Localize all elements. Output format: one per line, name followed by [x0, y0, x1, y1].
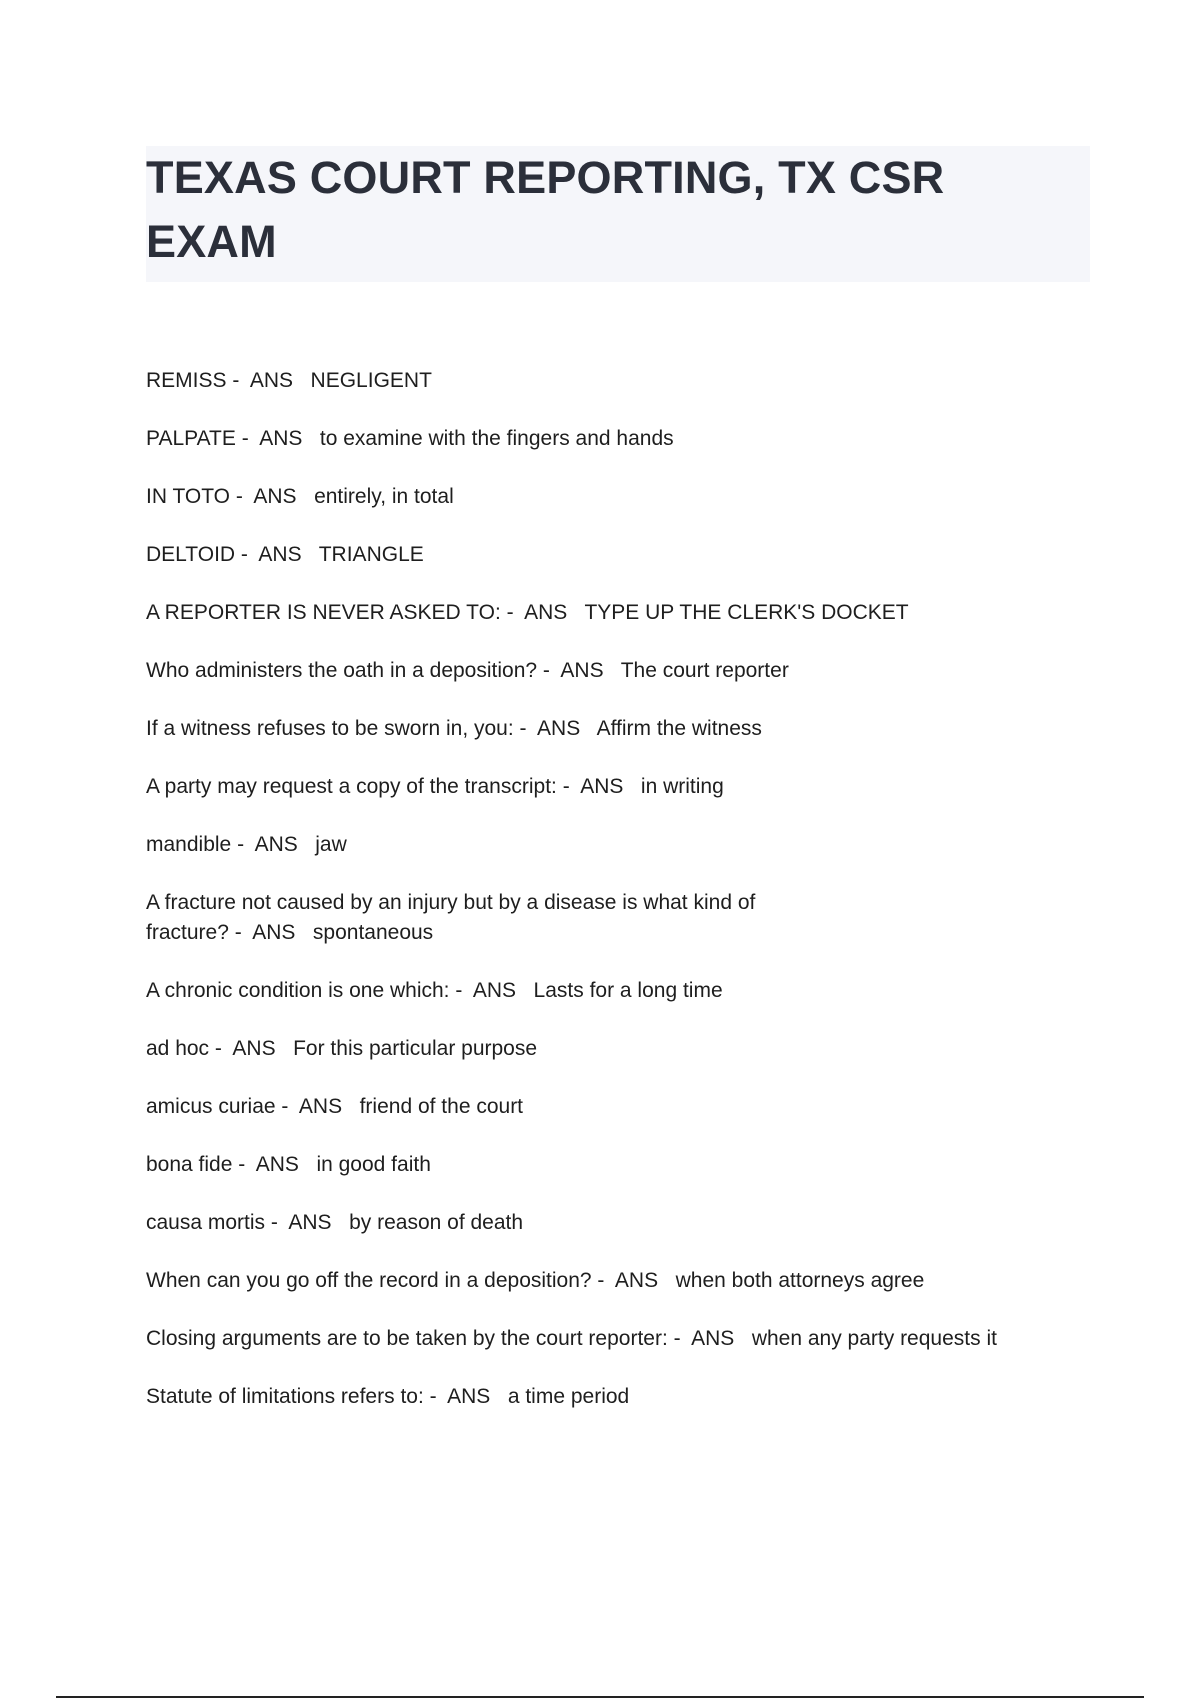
answer-text: friend of the court [359, 1095, 524, 1118]
answer-text: For this particular purpose [293, 1037, 538, 1060]
question-text: A REPORTER IS NEVER ASKED TO: [146, 601, 501, 624]
answer-text: Lasts for a long time [533, 979, 723, 1002]
answer-separator: - ANS [500, 601, 585, 624]
answer-separator: - ANS [275, 1095, 360, 1118]
answer-separator: - ANS [209, 1037, 294, 1060]
question-text: Who administers the oath in a deposition? [146, 659, 538, 682]
answer-text: in good faith [316, 1153, 431, 1176]
answer-separator: - ANS [667, 1327, 752, 1350]
answer-separator: - ANS [449, 979, 534, 1002]
answer-separator: - ANS [556, 775, 641, 798]
answer-separator: - ANS [537, 659, 621, 682]
question-text: A chronic condition is one which: [146, 979, 450, 1002]
answer-text: when both attorneys agree [675, 1269, 925, 1292]
answer-text: when any party requests it [751, 1327, 997, 1350]
question-text: amicus curiae [146, 1095, 276, 1118]
question-text: Closing arguments are to be taken by the court reporter: [146, 1327, 668, 1350]
qa-item [146, 598, 1086, 628]
answer-separator: - ANS [226, 369, 311, 392]
footer-rule [56, 1696, 1144, 1698]
answer-text: TRIANGLE [318, 543, 424, 566]
question-text: causa mortis [146, 1211, 266, 1234]
qa-item [146, 1208, 1086, 1238]
question-text: mandible [146, 833, 232, 856]
qa-list [146, 366, 1086, 1440]
qa-item [146, 540, 1086, 570]
answer-separator: - ANS [423, 1385, 508, 1408]
answer-separator: - ANS [591, 1269, 676, 1292]
answer-separator: - ANS [232, 1153, 317, 1176]
answer-text: jaw [315, 833, 347, 856]
answer-separator: - ANS [513, 717, 597, 740]
question-text: A fracture not caused by an injury but by a disease is what kind of fracture? [146, 891, 756, 944]
answer-separator: - ANS [235, 543, 319, 566]
answer-text: to examine with the fingers and hands [319, 427, 674, 450]
answer-separator: - ANS [231, 833, 316, 856]
answer-separator: - ANS [228, 921, 313, 944]
qa-item [146, 772, 1086, 802]
question-text: ad hoc [146, 1037, 210, 1060]
question-text: Statute of limitations refers to: [146, 1385, 424, 1408]
answer-separator: - ANS [265, 1211, 350, 1234]
question-text: IN TOTO [146, 485, 231, 508]
question-text: A party may request a copy of the transcript: [146, 775, 557, 798]
qa-item [146, 1034, 1086, 1064]
qa-item [146, 1266, 1086, 1296]
qa-item [146, 1382, 1086, 1412]
answer-text: in writing [640, 775, 724, 798]
answer-text: entirely, in total [314, 485, 454, 508]
answer-text: NEGLIGENT [310, 369, 432, 392]
question-text: If a witness refuses to be sworn in, you: [146, 717, 514, 740]
answer-separator: - ANS [235, 427, 320, 450]
answer-separator: - ANS [230, 485, 315, 508]
qa-item [146, 656, 1086, 686]
question-text: REMISS [146, 369, 227, 392]
qa-item [146, 976, 1086, 1006]
question-text: When can you go off the record in a deposition? [146, 1269, 592, 1292]
question-text: bona fide [146, 1153, 233, 1176]
answer-text: TYPE UP THE CLERK'S DOCKET [584, 601, 909, 624]
answer-text: a time period [507, 1385, 630, 1408]
qa-item [146, 482, 1086, 512]
qa-item [146, 1150, 1086, 1180]
answer-text: The court reporter [620, 659, 789, 682]
question-text: DELTOID [146, 543, 236, 566]
qa-item [146, 888, 836, 948]
qa-item [146, 714, 1086, 744]
answer-text: Affirm the witness [596, 717, 762, 740]
qa-item [146, 1092, 1086, 1122]
qa-item [146, 830, 1086, 860]
answer-text: by reason of death [349, 1211, 524, 1234]
qa-item [146, 366, 1086, 396]
qa-item [146, 1324, 1086, 1354]
qa-item [146, 424, 1086, 454]
document-title: TEXAS COURT REPORTING, TX CSR EXAM [146, 152, 945, 267]
answer-text: spontaneous [312, 921, 434, 944]
question-text: PALPATE [146, 427, 236, 450]
